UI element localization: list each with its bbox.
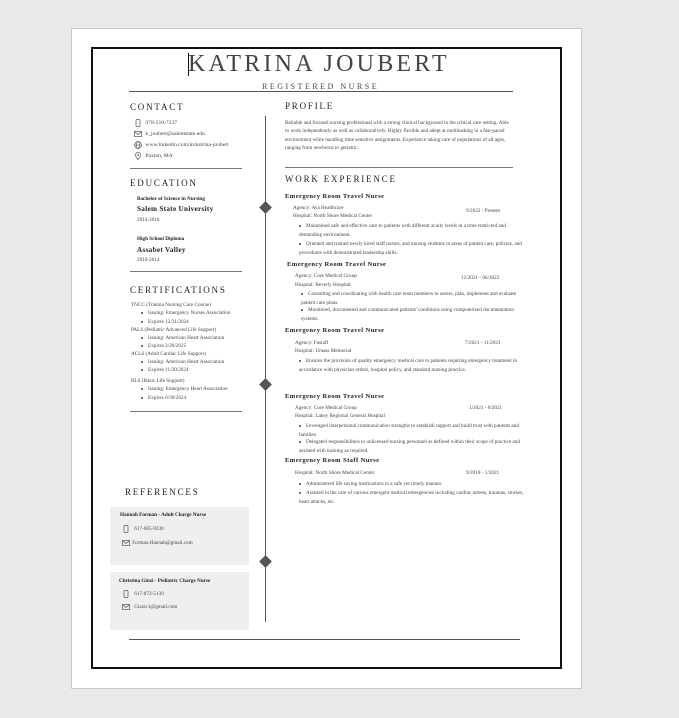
job-bullet[interactable] [299,240,525,257]
job-bullet[interactable] [299,422,531,439]
bullet-icon [299,243,301,245]
job-bullet[interactable] [299,489,529,506]
cert-name[interactable]: PALS (Pediatric Advanced Life Support) [131,327,217,333]
job-hospital[interactable]: Hospital: North Shore Medical Center [295,470,375,476]
mail-icon [122,603,130,611]
job-title[interactable]: Emergency Room Travel Nurse [285,327,385,334]
contact-linkedin-text: www.linkedin.com/in/katrina-joubert [145,142,229,149]
education-years[interactable]: 2010-2014 [137,257,160,263]
job-dates[interactable]: 9/2022 - Present [466,208,501,214]
job-dates[interactable]: 1/2021 - 6/2021 [469,405,503,411]
job-hospital[interactable]: Hospital: Lahey Regional General Hospital [295,413,385,419]
education-school[interactable]: Assabet Valley [137,246,186,254]
job-bullet-text: Ensures the provision of quality emergency medical care to patients requiring emergency treatment in accordance with physician orders, hospital policy, and standard nursing practice. [299,358,518,373]
job-bullet[interactable] [299,222,525,239]
contact-location-text: Paxton, MA [145,153,173,160]
profile-text[interactable]: Reliable and focused nursing professional with a strong clinical background in the critical care setting. Able to work independently as well as collaboratively. Highly flexible and adept at multitasking in a fast-paced environment while handling time sensitive assignments. Experience taking care of populations of all ages, ranging from newborns to geriatric. [285,120,509,151]
education-degree[interactable]: High School Diploma [137,236,185,242]
section-rule [130,168,242,169]
job-bullet-text: Administered life saving medications in a safe yet timely manner. [306,481,443,487]
column-divider [265,116,266,622]
job-bullet-text: Oriented and trained newly hired staff nurses, and nursing students in areas of patient care, policies, and procedures with demonstrated leadership skills. [299,241,522,256]
cert-issuing[interactable] [141,310,230,316]
job-bullet[interactable] [301,290,525,307]
job-bullet-text: Maintained safe and effective care to patients with different acuity levels in a time restricted and demanding environment. [299,223,506,238]
mail-icon [122,539,130,547]
bullet-icon [301,309,303,311]
cert-expires[interactable] [141,343,186,349]
profile-heading[interactable]: PROFILE [285,101,335,111]
phone-icon [122,525,130,533]
reference-phone-text: 617-605-9230 [134,526,164,533]
bullet-icon [299,492,301,494]
cert-expires-text: Expires 12/31/2024 [148,319,189,325]
job-title[interactable]: Emergency Room Travel Nurse [287,261,387,268]
cert-expires-text: Expires 6/30/2024 [148,395,187,401]
education-years[interactable]: 2014-2018 [137,217,160,223]
cert-issuing[interactable] [141,335,224,341]
section-rule [130,271,242,272]
location-pin-icon [134,152,142,160]
cert-issuing-text: Issuing: Emergency Nurses Association [148,310,231,316]
job-dates[interactable]: 12/2021 - 06/2022 [461,275,500,281]
job-agency[interactable]: Agency: Core Medical Group [295,405,357,411]
cert-issuing[interactable] [141,386,228,391]
certifications-heading[interactable]: CERTIFICATIONS [130,285,227,295]
job-hospital[interactable]: Hospital: Beverly Hospital [295,282,351,287]
phone-icon [134,119,142,127]
contact-phone[interactable] [134,119,177,127]
cert-name[interactable]: TNCC (Trauma Nursing Core Course) [131,302,211,308]
reference-email-text: Gizzic1@gmail.com [134,604,178,611]
experience-heading[interactable]: WORK EXPERIENCE [285,174,397,184]
job-hospital[interactable]: Hospital: North Shore Medical Center [293,213,373,219]
education-school[interactable]: Salem State University [137,205,214,213]
reference-phone[interactable] [122,590,164,598]
job-title[interactable]: Emergency Room Travel Nurse [285,193,385,200]
cert-name[interactable]: BLS (Basic Life Support) [131,378,185,384]
globe-icon [134,141,142,149]
cert-expires[interactable] [141,367,189,373]
cert-expires[interactable] [141,395,186,401]
job-bullet-text: Monitored, documented and communicated patients' conditions using computerized documentation systems. [301,307,514,322]
footer-rule [129,639,520,640]
reference-email[interactable] [122,603,177,611]
contact-email-text: k_joubert@salemstate.edu [145,131,205,138]
job-hospital[interactable]: Hospital: Umass Memorial [295,348,352,354]
phone-icon [122,590,130,598]
education-heading[interactable]: EDUCATION [130,178,198,188]
cert-expires-text: Expires 11/30/2024 [148,367,189,373]
job-agency[interactable]: Agency: Core Medical Group [295,273,357,279]
resume-role[interactable]: REGISTERED NURSE [262,82,380,91]
bullet-icon [299,441,301,443]
contact-location[interactable] [134,152,173,160]
bullet-icon [299,360,301,362]
bullet-icon [299,483,301,485]
reference-name[interactable]: Christina Ginzi - Pediatric Charge Nurse [119,578,211,584]
section-rule [130,411,242,412]
job-bullet-text: Delegated responsibilities to unlicensed nursing personnel as defined within their scope of practice and assisted with training as required. [299,439,520,454]
cert-issuing-text: Issuing: American Heart Association [148,359,225,365]
cert-issuing-text: Issuing: American Heart Association [148,335,225,341]
references-heading[interactable]: REFERENCES [125,487,200,497]
job-bullet[interactable] [299,357,527,374]
job-title[interactable]: Emergency Room Staff Nurse [285,457,380,464]
job-dates[interactable]: 9/2018 - 1/2021 [466,470,500,476]
cert-name[interactable]: ACLS (Adult Cardiac Life Support) [131,351,206,357]
job-bullet[interactable] [299,438,525,455]
mail-icon [134,130,142,138]
job-dates[interactable]: 7/2021 - 11/2021 [465,340,501,346]
cert-expires[interactable] [141,319,189,325]
job-bullet-text: Consulting and coordinating with health care team members to assess, plan, implement and evaluate patient care plans. [301,291,517,306]
bullet-icon [299,225,301,227]
cert-issuing-text: Issuing: Emergency Heart Association [148,386,228,391]
education-degree[interactable]: Bachelor of Science in Nursing [137,196,205,202]
job-bullet-text: Leveraged interpersonal communication strengths to establish rapport and build trust with patients and families. [299,423,519,438]
job-agency[interactable]: Agency: Aya Healthcare [293,205,344,211]
resume-name[interactable]: KATRINA JOUBERT [188,51,450,77]
bullet-icon [299,425,301,427]
job-title[interactable]: Emergency Room Travel Nurse [285,393,385,400]
reference-phone-text: 617-872-5139 [134,591,164,598]
bullet-icon [301,293,303,295]
contact-linkedin[interactable] [134,141,229,149]
cert-issuing[interactable] [141,359,224,365]
cert-expires-text: Expires 2/28/2025 [148,343,187,349]
job-agency[interactable]: Agency: Fastaff [295,340,329,346]
reference-email[interactable] [122,539,193,547]
contact-email[interactable] [134,130,205,138]
contact-heading[interactable]: CONTACT [130,102,185,112]
job-bullet[interactable] [301,306,525,323]
section-rule [285,167,513,168]
reference-phone[interactable] [122,525,164,533]
job-bullet-text: Assisted in the care of various emergent medical emergencies including cardiac arrests, traumas, strokes, heart attacks, etc. [299,490,524,505]
reference-email-text: Forman.Hannah@gmail.com [132,540,193,547]
job-bullet[interactable] [299,480,529,489]
reference-name[interactable]: Hannah Forman - Adult Charge Nurse [120,512,207,518]
header-divider [129,91,513,92]
contact-phone-text: 978-210-7237 [145,120,178,127]
